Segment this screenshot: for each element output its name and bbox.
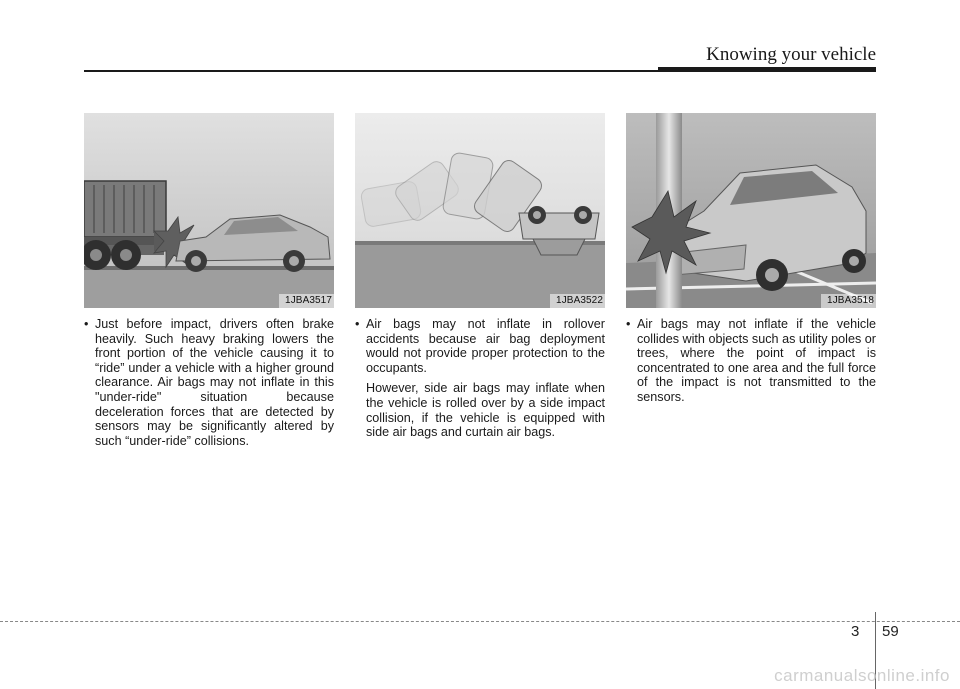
column-pole-text xyxy=(626,317,876,405)
chapter-number: 3 xyxy=(851,623,860,640)
pole-collision-illustration xyxy=(626,113,876,308)
bullet-item xyxy=(626,317,876,405)
figure-under-ride xyxy=(84,113,334,308)
bullet-marker: • xyxy=(355,317,360,331)
watermark: carmanualsonline.info xyxy=(774,666,950,685)
bullet-item xyxy=(84,317,334,448)
column-rollover-text xyxy=(355,317,605,440)
bullet-item xyxy=(355,317,605,375)
paragraph: However, side air bags may inflate when the vehicle is rolled over by a side impact collision, if the vehicle is equipped with side air bags and curtain air bags. xyxy=(366,381,605,440)
rollover-illustration xyxy=(355,113,605,308)
figure-rollover xyxy=(355,113,605,308)
paragraph: Air bags may not inflate in rollover accidents because air bag deployment would not provide proper protection to the occupants. xyxy=(366,317,605,375)
page-number: 59 xyxy=(882,623,899,640)
bullet-marker: • xyxy=(626,317,631,331)
footer-rule xyxy=(0,621,960,622)
figure-pole-collision xyxy=(626,113,876,308)
header-rule-accent xyxy=(658,67,876,72)
under-ride-illustration xyxy=(84,113,334,308)
bullet-marker: • xyxy=(84,317,89,331)
section-title: Knowing your vehicle xyxy=(706,44,876,65)
paragraph: Air bags may not inflate if the vehicle collides with objects such as utility poles or trees, where the point of impact is concentrated to one area and the full force of the impact is not transmitted to the sensors. xyxy=(637,317,876,404)
column-under-ride-text xyxy=(84,317,334,448)
figure-code: 1JBA3517 xyxy=(279,294,334,308)
figure-code: 1JBA3518 xyxy=(821,294,876,308)
paragraph: Just before impact, drivers often brake heavily. Such heavy braking lowers the front portion of the vehicle causing it to “ride” under a vehicle with a higher ground clearance. Air bags may not inflate in this "under-ride" situation because deceleration forces that are detected by sensors may be significantly altered by such “under-ride” collisions. xyxy=(95,317,334,448)
figure-code: 1JBA3522 xyxy=(550,294,605,308)
